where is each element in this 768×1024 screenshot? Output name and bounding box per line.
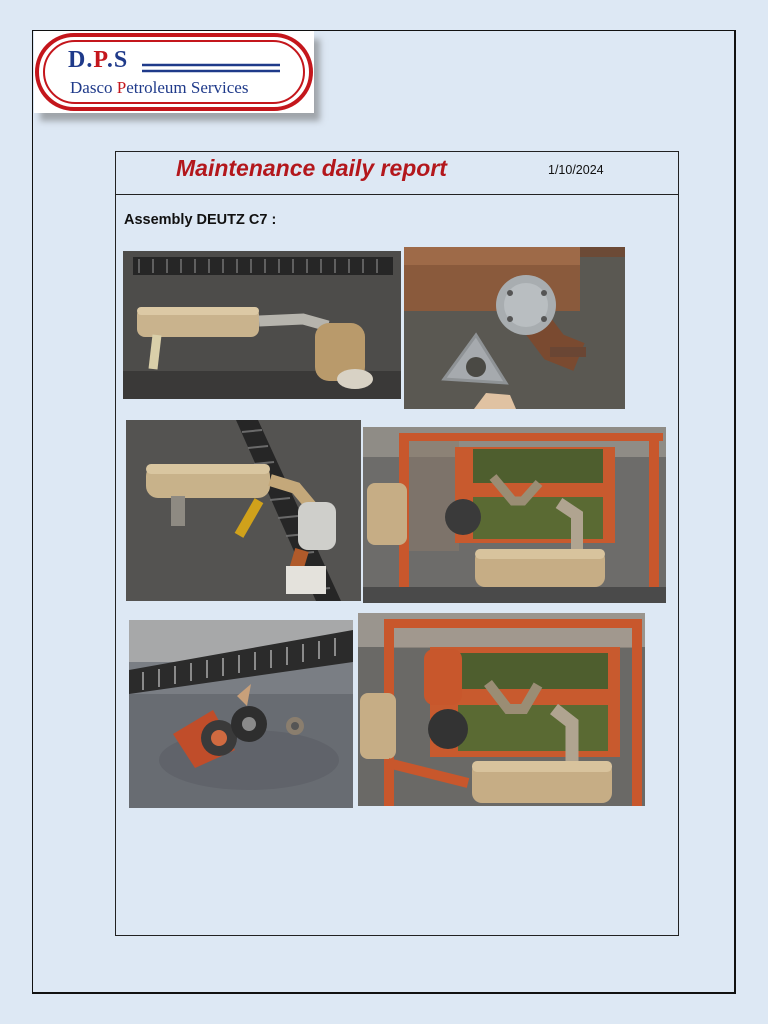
company-logo xyxy=(34,31,314,113)
photo-flange-and-gasket xyxy=(404,247,625,409)
logo-abbreviation: D.P.S xyxy=(68,47,129,73)
photo-exhaust-muffler-on-ground xyxy=(123,251,401,399)
photo-disassembled-parts-on-wet-floor xyxy=(129,620,353,808)
photo-engine-with-muffler-installed xyxy=(363,427,666,603)
report-header xyxy=(116,152,678,195)
report-title: Maintenance daily report xyxy=(176,155,447,181)
logo-company-name: Dasco Petroleum Services xyxy=(70,78,249,97)
photo-engine-assembly-front-view xyxy=(358,613,645,806)
section-title: Assembly DEUTZ C7 : xyxy=(124,212,277,228)
report-date: 1/10/2024 xyxy=(548,163,604,177)
photo-exhaust-pipe-assembly xyxy=(126,420,361,601)
